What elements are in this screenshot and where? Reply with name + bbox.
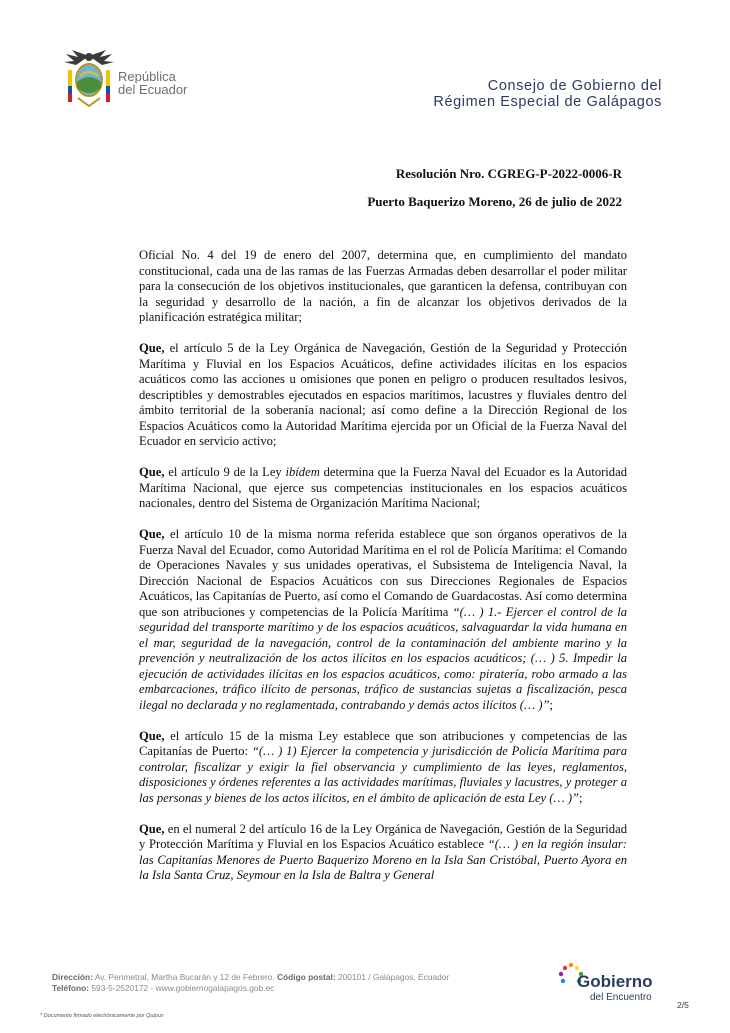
electronic-signature-note: * Documento firmado electrónicamente por Quipux	[40, 1013, 164, 1019]
paragraph-4-quote: “(… ) 1.- Ejercer el control de la seguridad del transporte marítimo y de los espacios acuáticos, salvaguardar la vida humana en el mar, seguridad de la navegación, control de la contaminación del ambiente marino y la prevención y neutralización de los actos ilícitos en los espacios acuáticos; (… ) 5. Impedir la ejecución de actividades ilícitas en los espacios acuáticos, como: piratería, robo armado a las embarcaciones, tráfico ilícito de personas, tráfico de sustancias sujetas a fiscalización, pesca ilegal no declarada y no reglamentada, contrabando y demás actos ilícitos (… )”	[139, 604, 627, 712]
paragraph-6-lead: Que,	[139, 821, 165, 836]
council-line-2: Régimen Especial de Galápagos	[433, 94, 662, 110]
paragraph-3	[139, 465, 627, 512]
republic-line-2: del Ecuador	[118, 82, 188, 97]
footer-phone-line	[52, 983, 449, 994]
paragraph-4-lead: Que,	[139, 527, 165, 541]
paragraph-6	[139, 822, 627, 884]
republic-line-1: República	[118, 69, 176, 84]
paragraph-1-text: Oficial No. 4 del 19 de enero del 2007, determina que, en cumplimiento del mandato constitucional, cada una de las ramas de las Fuerzas Armadas deben desarrollar el poder militar para la consecución de los objetivos institucionales, que garanticen la defensa, contribuyan con la seguridad y desarrollo de la nación, a fin de alcanzar los objetivos derivados de la planificación estratégica militar;	[139, 248, 627, 324]
document-body	[139, 248, 627, 899]
address-value: Av. Perimetral, Martha Bucarán y 12 de Febrero.	[92, 972, 277, 982]
republic-name	[118, 70, 187, 96]
paragraph-3-text-b: determina que la Fuerza Naval del Ecuador es la Autoridad Marítima Nacional, que ejerce sus competencias institucionales en los espacios acuáticos nacionales, dentro del Sistema de Organización Marítima Nacional;	[139, 465, 627, 510]
paragraph-3-lead: Que,	[139, 465, 165, 479]
postal-value: 200101 / Galápagos, Ecuador	[335, 972, 450, 982]
paragraph-5-text-b: ;	[579, 790, 583, 805]
footer-address-line	[52, 972, 449, 983]
council-line-1: Consejo de Gobierno del	[487, 78, 662, 94]
paragraph-5-quote: “(… ) 1) Ejercer la competencia y jurisdicción de Policía Marítima para controlar, fiscalizar y exigir la fiel observancia y cumplimiento de las leyes, reglamentos, disposiciones y órdenes referentes a las actividades marítimas, fluviales y lacustres, y proteger a las personas y bienes de los actos ilícitos, en el ámbito de aplicación de esta Ley (… )”	[139, 744, 628, 805]
paragraph-4-text-a: el artículo 10 de la misma norma referida establece que son órganos operativos de la Fuerza Naval del Ecuador, como Autoridad Marítima en el rol de Policía Marítima: el Comando de Operaciones Navales y sus unidades operativas, el Subsistema de Inteligencia Naval, la Dirección Nacional de Espacios Acuáticos con sus Direcciones Regionales de Espacios Acuáticos, las Capitanías de Puerto, así como el Comando de Guardacostas. Así como determina que son atribuciones y competencias de la Policía Marítima	[139, 527, 627, 619]
paragraph-4-text-b: ;	[549, 697, 554, 712]
paragraph-5-text-a: el artículo 15 de la misma Ley establece que son atribuciones y competencias de las Capitanías de Puerto:	[139, 728, 627, 758]
postal-label: Código postal:	[277, 972, 336, 982]
page-number: 2/5	[677, 1000, 689, 1010]
address-label: Dirección:	[52, 972, 93, 982]
paragraph-5-lead: Que,	[139, 728, 165, 743]
paragraph-3-italic: ibídem	[285, 465, 320, 479]
footer-address	[52, 972, 449, 994]
council-name	[433, 78, 662, 110]
paragraph-1	[139, 248, 627, 326]
paragraph-2-lead: Que,	[139, 341, 165, 355]
gobierno-title: Gobierno	[577, 972, 653, 991]
gobierno-subtitle: del Encuentro	[590, 992, 652, 1003]
phone-label: Teléfono:	[52, 983, 90, 993]
phone-value: 593-5-2520172 - www.gobiernogalapagos.gob.ec	[89, 983, 275, 993]
paragraph-6-quote: “(… ) en la región insular: las Capitanías Menores de Puerto Baquerizo Moreno en la Isla San Cristóbal, Puerto Ayora en la Isla Santa Cruz, Seymour en la Isla de Baltra y General	[139, 837, 627, 882]
ecuador-coat-of-arms-icon	[62, 48, 116, 110]
paragraph-6-text-a: en el numeral 2 del artículo 16 de la Ley Orgánica de Navegación, Gestión de la Seguridad y Protección Marítima y Fluvial en los Espacios Acuático establece	[139, 821, 627, 851]
paragraph-4	[139, 527, 627, 713]
paragraph-2	[139, 341, 627, 450]
resolution-number: Resolución Nro. CGREG-P-2022-0006-R	[395, 166, 622, 181]
paragraph-5	[139, 729, 627, 807]
paragraph-2-text: el artículo 5 de la Ley Orgánica de Navegación, Gestión de la Seguridad y Protección Marítima y Fluvial en los Espacios Acuáticos, define actividades ilícitas en los espacios acuáticos como las acciones u omisiones que ponen en peligro o producen resultados lesivos, descriptibles y demostrables ejecutados en espacios marítimos, lacustres y fluviales dentro del ámbito territorial de la soberanía nacional; así como define a la Dirección Regional de los Espacios Acuáticos como la Autoridad Marítima ejercida por un Oficial de la Fuerza Naval del Ecuador en servicio activo;	[139, 341, 627, 448]
resolution-date: Puerto Baquerizo Moreno, 26 de julio de 2022	[367, 194, 622, 209]
paragraph-3-text-a: el artículo 9 de la Ley	[164, 465, 286, 479]
